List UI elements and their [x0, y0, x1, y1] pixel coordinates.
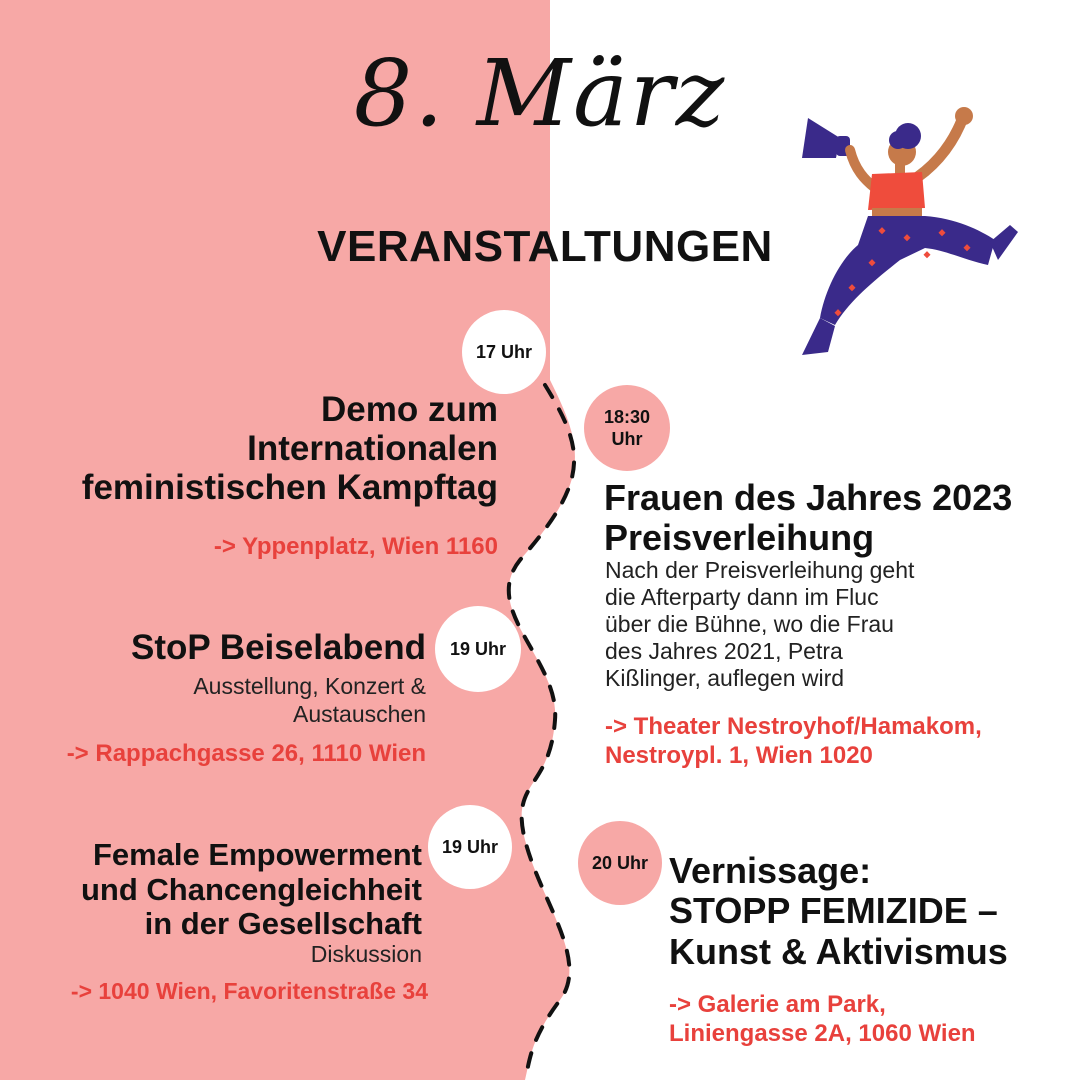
time-label: 20 Uhr [591, 853, 649, 873]
description-line: Nach der Preisverleihung geht [605, 557, 915, 583]
description-line: Kißlinger, auflegen wird [605, 665, 845, 691]
title-line: Preisverleihung [604, 517, 875, 559]
event-title [6, 628, 426, 667]
time-label: 19 Uhr [449, 639, 507, 659]
event-description [6, 672, 426, 728]
title-line: Kunst & Aktivismus [669, 930, 1008, 972]
title-line: StoP Beiselabend [130, 628, 426, 667]
title-line: Vernissage: [669, 850, 872, 891]
description-line: Austauschen [293, 701, 426, 727]
event-location: -> 1040 Wien, Favoritenstraße 34 [70, 978, 428, 1004]
title-line: Internationalen [247, 429, 498, 469]
event-title [604, 478, 1074, 559]
title-line: feministischen Kampftag [81, 468, 498, 508]
description-line: Ausstellung, Konzert & [193, 673, 426, 699]
description-line: des Jahres 2021, Petra [605, 638, 843, 664]
description-line: Diskussion [310, 941, 422, 967]
event-location [605, 712, 1075, 770]
location-line: Nestroypl. 1, Wien 1020 [605, 742, 873, 769]
time-badge [428, 805, 512, 889]
time-label: Uhr [611, 429, 643, 449]
location-line: -> Theater Nestroyhof/Hamakom, [605, 713, 982, 740]
page-title: 8. März [353, 40, 727, 147]
event-location: -> Rappachgasse 26, 1110 Wien [66, 740, 426, 767]
time-badge [435, 606, 521, 692]
time-badge [584, 385, 670, 471]
time-badge [462, 310, 546, 394]
event-title [0, 838, 422, 942]
title-line: STOPP FEMIZIDE – [669, 890, 998, 932]
event-title [0, 390, 498, 508]
event-location [669, 990, 1069, 1048]
description-line: über die Bühne, wo die Frau [605, 611, 894, 637]
time-badge [578, 821, 662, 905]
title-line: Female Empowerment [92, 837, 422, 872]
title-line: und Chancengleichheit [80, 871, 422, 907]
time-label: 17 Uhr [475, 342, 533, 362]
description-line: die Afterparty dann im Fluc [605, 584, 879, 610]
page-subtitle: VERANSTALTUNGEN [317, 222, 773, 271]
title-line: Frauen des Jahres 2023 [604, 477, 1013, 518]
location-line: Liniengasse 2A, 1060 Wien [669, 1020, 976, 1047]
event-location: -> Yppenplatz, Wien 1160 [213, 533, 498, 560]
event-description [605, 557, 1025, 692]
title-line: Demo zum [321, 390, 498, 429]
event-title [669, 851, 1069, 972]
time-label: 18:30 [603, 407, 651, 427]
location-line: -> Galerie am Park, [669, 991, 886, 1018]
woman-with-megaphone-icon [780, 100, 1030, 365]
time-label: 19 Uhr [441, 837, 499, 857]
title-line: in der Gesellschaft [144, 906, 422, 942]
event-description [122, 941, 422, 968]
